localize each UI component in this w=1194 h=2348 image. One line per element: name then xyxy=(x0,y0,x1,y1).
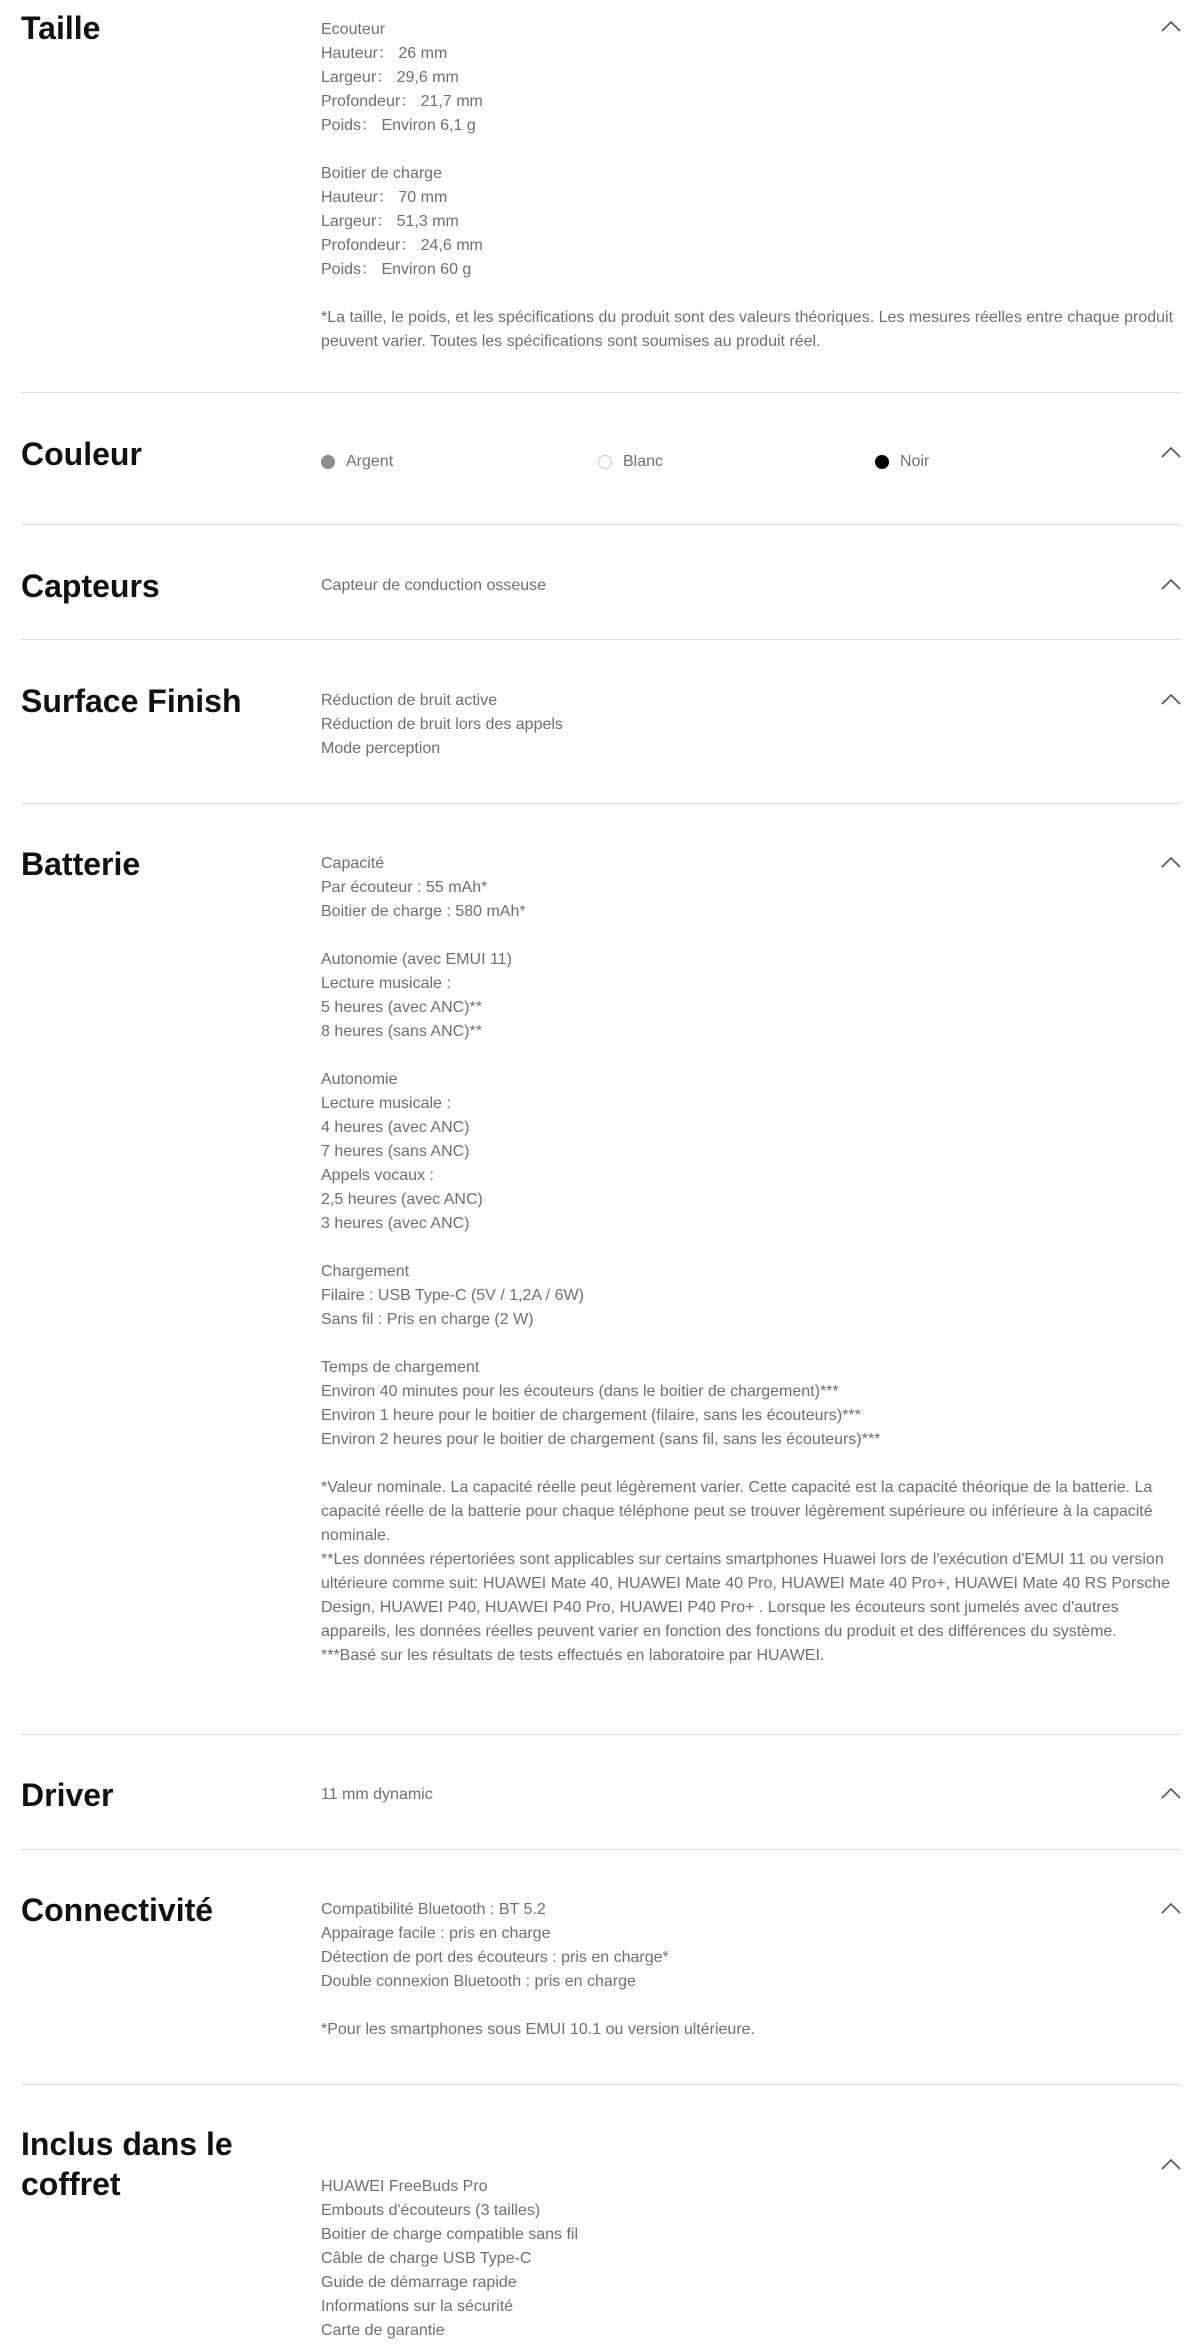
section-divider xyxy=(21,392,1181,393)
spec-line: Boitier de charge : 580 mAh* xyxy=(321,903,526,920)
section-title-batterie: Batterie xyxy=(21,846,141,882)
spec-content-taille xyxy=(321,18,1181,354)
section-divider xyxy=(21,2084,1181,2085)
spacer xyxy=(321,1994,1181,2018)
section-divider xyxy=(21,639,1181,640)
spec-line: Hauteur： 70 mm xyxy=(321,189,448,206)
section-divider xyxy=(21,524,1181,525)
spec-content-connectivite xyxy=(321,1898,1181,2042)
spec-line: Carte de garantie xyxy=(321,2322,445,2339)
spec-line: 8 heures (sans ANC)** xyxy=(321,1023,482,1040)
spec-footnote: **Les données répertoriées sont applicables sur certains smartphones Huawei lors de l'exécution d'EMUI 11 ou version ultérieure comme suit: HUAWEI Mate 40, HUAWEI Mate 40 Pro, HUAWEI Mate 40 Pro+, HUAWEI Mate 40 RS Porsche Design, HUAWEI P40, HUAWEI P40 Pro, HUAWEI P40 Pro+ . Lorsque les écouteurs sont jumelés avec d'autres appareils, les données réelles peuvent varier en fonction des fonctions du produit et des différences du système. xyxy=(321,1551,1171,1640)
spec-line: Détection de port des écouteurs : pris en charge* xyxy=(321,1949,669,1966)
spacer xyxy=(321,1452,1181,1476)
spec-line: 3 heures (avec ANC) xyxy=(321,1215,470,1232)
spec-line: Ecouteur xyxy=(321,21,386,38)
section-title-capteurs: Capteurs xyxy=(21,568,160,604)
spec-line: Câble de charge USB Type-C xyxy=(321,2250,532,2267)
section-title-surface-finish: Surface Finish xyxy=(21,683,242,719)
color-options xyxy=(321,450,1181,474)
color-swatch-icon xyxy=(321,455,335,469)
spec-line: Lecture musicale : xyxy=(321,975,451,992)
spacer xyxy=(321,1044,1181,1068)
spec-content-batterie xyxy=(321,852,1181,1668)
section-batterie xyxy=(21,844,1181,1694)
spec-line: Réduction de bruit lors des appels xyxy=(321,716,563,733)
spec-line: Capteur de conduction osseuse xyxy=(321,577,547,594)
spec-line: Largeur： 29,6 mm xyxy=(321,69,459,86)
spec-line: Sans fil : Pris en charge (2 W) xyxy=(321,1311,534,1328)
section-taille xyxy=(21,8,1181,368)
spec-line: Profondeur： 21,7 mm xyxy=(321,93,483,110)
color-swatch-icon xyxy=(875,455,889,469)
color-option-label: Argent xyxy=(346,453,394,470)
spec-content-driver xyxy=(321,1783,1181,1807)
section-title-couleur: Couleur xyxy=(21,436,142,472)
spec-line: 2,5 heures (avec ANC) xyxy=(321,1191,483,1208)
section-title-driver: Driver xyxy=(21,1777,114,1813)
spec-line: Environ 2 heures pour le boitier de chargement (sans fil, sans les écouteurs)*** xyxy=(321,1431,881,1448)
section-surface-finish xyxy=(21,681,1181,781)
section-inclus xyxy=(21,2124,1181,2348)
spec-line: Embouts d'écouteurs (3 tailles) xyxy=(321,2202,541,2219)
spacer xyxy=(321,1236,1181,1260)
spec-line: Informations sur la sécurité xyxy=(321,2298,514,2315)
spec-line: Profondeur： 24,6 mm xyxy=(321,237,483,254)
spec-line: Largeur： 51,3 mm xyxy=(321,213,459,230)
section-driver xyxy=(21,1775,1181,1825)
section-couleur xyxy=(21,434,1181,494)
spec-line: 5 heures (avec ANC)** xyxy=(321,999,482,1016)
spec-line: Autonomie xyxy=(321,1071,398,1088)
spacer xyxy=(321,924,1181,948)
color-swatch-icon xyxy=(598,455,612,469)
spec-line: 7 heures (sans ANC) xyxy=(321,1143,470,1160)
spec-line: Boitier de charge xyxy=(321,165,442,182)
spec-line: Filaire : USB Type-C (5V / 1,2A / 6W) xyxy=(321,1287,584,1304)
spacer xyxy=(321,1332,1181,1356)
spec-line: Hauteur： 26 mm xyxy=(321,45,448,62)
spacer xyxy=(321,282,1181,306)
spec-line: Capacité xyxy=(321,855,385,872)
section-title-connectivite: Connectivité xyxy=(21,1892,214,1928)
spec-content-surface-finish xyxy=(321,689,1181,761)
section-title-taille: Taille xyxy=(21,10,101,46)
spec-line: 11 mm dynamic xyxy=(321,1786,433,1803)
spec-line: 4 heures (avec ANC) xyxy=(321,1119,470,1136)
spec-footnote: *La taille, le poids, et les spécifications du produit sont des valeurs théoriques. Les mesures réelles entre chaque produit peuvent varier. Toutes les spécifications sont soumises au produit réel. xyxy=(321,309,1174,350)
spec-line: Mode perception xyxy=(321,740,441,757)
spec-line: Temps de chargement xyxy=(321,1359,480,1376)
spec-line: Poids： Environ 6,1 g xyxy=(321,117,476,134)
spec-line: Environ 1 heure pour le boitier de chargement (filaire, sans les écouteurs)*** xyxy=(321,1407,861,1424)
spec-content-capteurs xyxy=(321,574,1181,598)
spec-line: Lecture musicale : xyxy=(321,1095,451,1112)
spec-line: Appels vocaux : xyxy=(321,1167,434,1184)
collapse-chevron-icon[interactable] xyxy=(1161,2158,1181,2170)
section-capteurs xyxy=(21,566,1181,616)
spec-line: Environ 40 minutes pour les écouteurs (dans le boitier de chargement)*** xyxy=(321,1383,839,1400)
spec-footnote: *Pour les smartphones sous EMUI 10.1 ou version ultérieure. xyxy=(321,2021,755,2038)
spec-line: Par écouteur : 55 mAh* xyxy=(321,879,488,896)
section-divider xyxy=(21,803,1181,804)
color-option-argent[interactable] xyxy=(321,450,393,474)
section-divider xyxy=(21,1734,1181,1735)
spec-content-inclus xyxy=(321,2175,1181,2343)
section-connectivite xyxy=(21,1890,1181,2050)
spacer xyxy=(321,138,1181,162)
color-option-label: Noir xyxy=(900,453,930,470)
spec-line: HUAWEI FreeBuds Pro xyxy=(321,2178,488,2195)
spec-line: Boitier de charge compatible sans fil xyxy=(321,2226,579,2243)
spec-line: Double connexion Bluetooth : pris en charge xyxy=(321,1973,636,1990)
spec-line: Poids： Environ 60 g xyxy=(321,261,472,278)
section-title-inclus: Inclus dans le coffret xyxy=(21,2126,233,2202)
spec-line: Chargement xyxy=(321,1263,410,1280)
color-option-label: Blanc xyxy=(623,453,664,470)
spec-footnote: ***Basé sur les résultats de tests effectués en laboratoire par HUAWEI. xyxy=(321,1647,825,1664)
section-divider xyxy=(21,1849,1181,1850)
color-option-blanc[interactable] xyxy=(598,450,663,474)
color-option-noir[interactable] xyxy=(875,450,929,474)
spec-footnote: *Valeur nominale. La capacité réelle peut légèrement varier. Cette capacité est la capacité théorique de la batterie. La capacité réelle de la batterie pour chaque téléphone peut se trouver légèrement supérieure ou inférieure à la capacité nominale. xyxy=(321,1479,1153,1544)
spec-line: Guide de démarrage rapide xyxy=(321,2274,517,2291)
spec-line: Appairage facile : pris en charge xyxy=(321,1925,551,1942)
spec-line: Réduction de bruit active xyxy=(321,692,498,709)
spec-line: Autonomie (avec EMUI 11) xyxy=(321,951,512,968)
spec-line: Compatibilité Bluetooth : BT 5.2 xyxy=(321,1901,546,1918)
